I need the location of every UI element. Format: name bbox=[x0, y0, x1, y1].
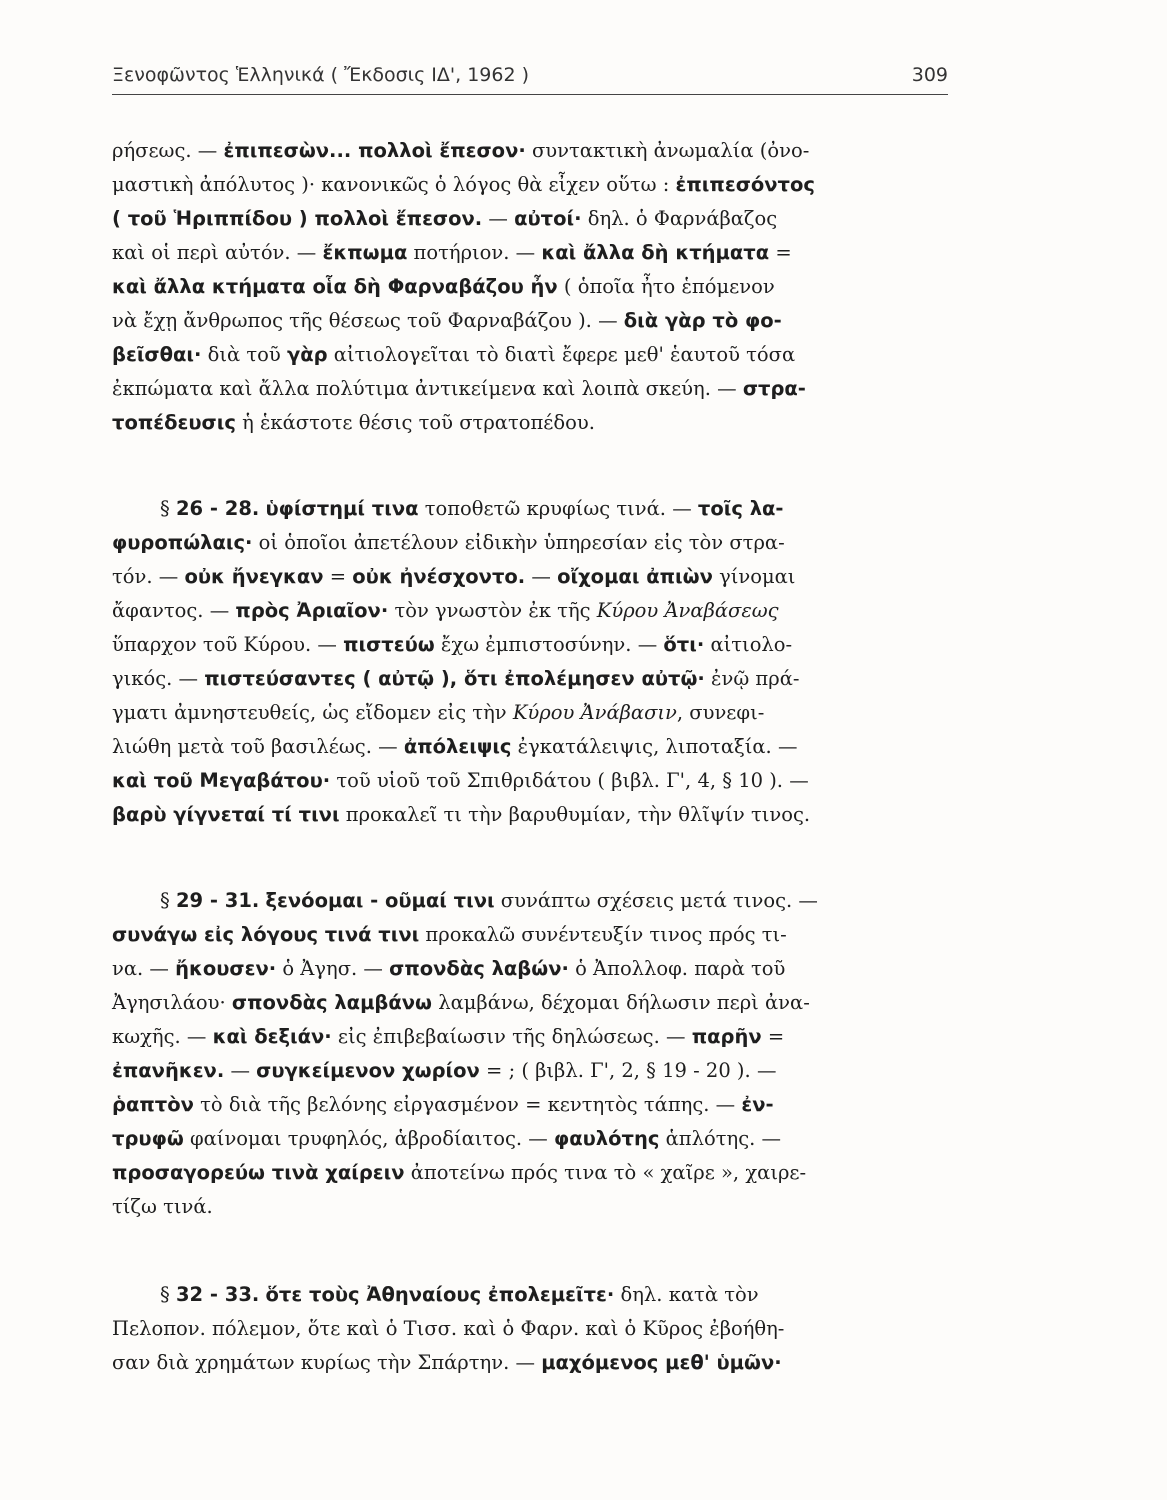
commentary-text: ἐγκατάλειψις, λιποταξία. — bbox=[511, 735, 798, 758]
paragraph-section-29-31 bbox=[112, 884, 948, 1224]
commentary-text: συντακτικὴ ἀνωμαλία (ὀνο- bbox=[525, 139, 810, 162]
commentary-text: σαν διὰ χρημάτων κυρίως τὴν Σπάρτην. — bbox=[112, 1351, 542, 1374]
commentary-text: ποτήριον. — bbox=[407, 241, 542, 264]
commentary-text: συνάπτω σχέσεις μετά τινος. — bbox=[494, 889, 818, 912]
commentary-text: , συνεφι- bbox=[676, 701, 765, 724]
commentary-text: ἔχω ἐμπιστοσύνην. — bbox=[434, 633, 664, 656]
running-title: Ξενοφῶντος Ἑλληνικά ( Ἔκδοσις ΙΔ', 1962 ) bbox=[112, 64, 530, 86]
lemma-term: αὐτοί· bbox=[514, 207, 582, 230]
lemma-term: ἔκπωμα bbox=[322, 241, 408, 264]
text-line bbox=[112, 1346, 948, 1380]
commentary-text: ἀποτείνω πρός τινα τὸ « χαῖρε », χαιρε- bbox=[404, 1161, 807, 1184]
lemma-term: 32 - 33. bbox=[175, 1283, 260, 1306]
commentary-text: = bbox=[769, 241, 792, 264]
text-line bbox=[112, 304, 948, 338]
commentary-text: § bbox=[160, 1283, 176, 1306]
lemma-term: καὶ ἄλλα δὴ κτήματα bbox=[541, 241, 770, 264]
lemma-term: προσαγορεύω τινὰ χαίρειν bbox=[112, 1161, 405, 1184]
lemma-term: βαρὺ γίγνεταί τί τινι bbox=[112, 803, 340, 826]
lemma-term: ξενόομαι - οῦμαί τινι bbox=[265, 889, 495, 912]
text-line bbox=[112, 696, 948, 730]
lemma-term: πιστεύσαντες ( αὐτῷ ), ὅτι ἐπολέμησεν αὐτῷ· bbox=[204, 667, 705, 690]
lemma-term: στρα- bbox=[742, 377, 806, 400]
lemma-term: πιστεύω bbox=[343, 633, 435, 656]
commentary-text: δηλ. ὁ Φαρνάβαζος bbox=[581, 207, 778, 230]
commentary-text: — bbox=[525, 565, 558, 588]
book-title: Κύρου Ἀναβάσεως bbox=[596, 599, 779, 622]
commentary-text: φαίνομαι τρυφηλός, ἁβροδίαιτος. — bbox=[183, 1127, 554, 1150]
text-line bbox=[112, 986, 948, 1020]
commentary-text: καὶ οἱ περὶ αὐτόν. — bbox=[112, 241, 323, 264]
text-line bbox=[112, 1312, 948, 1346]
commentary-text: γματι ἀμνηστευθείς, ὡς εἴδομεν εἰς τὴν bbox=[112, 701, 513, 724]
text-line bbox=[112, 594, 948, 628]
lemma-term: τοῖς λα- bbox=[697, 497, 784, 520]
lemma-term: ( τοῦ Ἡριππίδου ) πολλοὶ ἔπεσον. bbox=[112, 207, 483, 230]
text-line bbox=[112, 1278, 948, 1312]
lemma-term: οἴχομαι ἀπιὼν bbox=[557, 565, 713, 588]
lemma-term: συνάγω εἰς λόγους τινά τινι bbox=[112, 923, 420, 946]
running-header bbox=[112, 64, 948, 95]
commentary-text: γίνομαι bbox=[712, 565, 796, 588]
commentary-text: γικός. — bbox=[112, 667, 205, 690]
lemma-term: ῥαπτὸν bbox=[112, 1093, 194, 1116]
lemma-term: διὰ γὰρ τὸ φο- bbox=[623, 309, 782, 332]
text-line bbox=[112, 730, 948, 764]
commentary-text: = bbox=[761, 1025, 785, 1048]
text-line bbox=[112, 764, 948, 798]
text-line bbox=[112, 798, 948, 832]
commentary-text: ἁπλότης. — bbox=[659, 1127, 782, 1150]
commentary-text: ὕπαρχον τοῦ Κύρου. — bbox=[112, 633, 344, 656]
lemma-term: παρῆν bbox=[691, 1025, 762, 1048]
text-line bbox=[112, 372, 948, 406]
commentary-text: ἐνῷ πρά- bbox=[704, 667, 800, 690]
lemma-term: βεῖσθαι· bbox=[112, 343, 202, 366]
commentary-text: κωχῆς. — bbox=[112, 1025, 213, 1048]
text-line bbox=[112, 338, 948, 372]
commentary-text: τὸ διὰ τῆς βελόνης εἰργασμένον = κεντητὸς τάπης. — bbox=[193, 1093, 742, 1116]
commentary-text: τὸν γνωστὸν ἐκ τῆς bbox=[388, 599, 597, 622]
text-line bbox=[112, 270, 948, 304]
commentary-text: ὁ Ἀπολλοφ. παρὰ τοῦ bbox=[568, 957, 786, 980]
lemma-term: τοπέδευσις bbox=[112, 411, 236, 434]
commentary-text: νὰ ἔχῃ ἄνθρωπος τῆς θέσεως τοῦ Φαρναβάζου ). — bbox=[112, 309, 624, 332]
text-line bbox=[112, 918, 948, 952]
lemma-term: οὐκ ἠνέσχοντο. bbox=[352, 565, 526, 588]
commentary-text: Πελοπον. πόλεμον, ὅτε καὶ ὁ Τισσ. καὶ ὁ Φαρν. καὶ ὁ Κῦρος ἐβοήθη- bbox=[112, 1317, 785, 1340]
lemma-term: σπονδὰς λαμβάνω bbox=[231, 991, 433, 1014]
lemma-term: ἀπόλειψις bbox=[403, 735, 512, 758]
commentary-text: ( ὁποῖα ἦτο ἑπόμενον bbox=[557, 275, 775, 298]
text-line bbox=[112, 560, 948, 594]
commentary-text: λιώθη μετὰ τοῦ βασιλέως. — bbox=[112, 735, 404, 758]
lemma-term: καὶ δεξιάν· bbox=[212, 1025, 332, 1048]
commentary-text: § bbox=[160, 889, 176, 912]
lemma-term: καὶ τοῦ Μεγαβάτου· bbox=[112, 769, 331, 792]
commentary-text: οἱ ὁποῖοι ἀπετέλουν εἰδικὴν ὑπηρεσίαν εἰς τὸν στρα- bbox=[252, 531, 785, 554]
commentary-text: τίζω τινά. bbox=[112, 1195, 213, 1218]
commentary-text: — bbox=[224, 1059, 257, 1082]
text-line bbox=[112, 406, 948, 440]
text-line bbox=[112, 1122, 948, 1156]
text-line bbox=[112, 134, 948, 168]
commentary-text: λαμβάνω, δέχομαι δήλωσιν περὶ ἀνα- bbox=[432, 991, 810, 1014]
book-title: Κύρου Ἀνάβασιν bbox=[512, 701, 677, 724]
page-number: 309 bbox=[911, 64, 948, 86]
lemma-term: ἤκουσεν· bbox=[175, 957, 277, 980]
text-line bbox=[112, 1020, 948, 1054]
lemma-term: οὐκ ἤνεγκαν bbox=[184, 565, 324, 588]
text-line bbox=[112, 662, 948, 696]
text-line bbox=[112, 1156, 948, 1190]
lemma-term: ὅτε τοὺς Ἀθηναίους ἐπολεμεῖτε· bbox=[265, 1283, 615, 1306]
commentary-text: να. — bbox=[112, 957, 176, 980]
commentary-text: ἄφαντος. — bbox=[112, 599, 236, 622]
commentary-text: § bbox=[160, 497, 176, 520]
lemma-term: φαυλότης bbox=[553, 1127, 660, 1150]
lemma-term: γὰρ bbox=[286, 343, 328, 366]
text-line bbox=[112, 628, 948, 662]
commentary-text: τόν. — bbox=[112, 565, 185, 588]
lemma-term: συγκείμενον χωρίον bbox=[256, 1059, 480, 1082]
commentary-text: ἡ ἑκάστοτε θέσις τοῦ στρατοπέδου. bbox=[235, 411, 595, 434]
paragraph-1 bbox=[112, 134, 948, 440]
commentary-text: ρήσεως. — bbox=[112, 139, 224, 162]
text-line bbox=[112, 168, 948, 202]
commentary-text: τοποθετῶ κρυφίως τινά. — bbox=[418, 497, 698, 520]
commentary-text: = ; ( βιβλ. Γ', 2, § 19 - 20 ). — bbox=[479, 1059, 777, 1082]
lemma-term: τρυφῶ bbox=[112, 1127, 184, 1150]
lemma-term: ἐν- bbox=[741, 1093, 774, 1116]
lemma-term: 26 - 28. bbox=[175, 497, 260, 520]
lemma-term: ἐπιπεσόντος bbox=[675, 173, 815, 196]
commentary-text: προκαλῶ συνέντευξίν τινος πρός τι- bbox=[419, 923, 787, 946]
lemma-term: ἐπιπεσὼν... πολλοὶ ἔπεσον· bbox=[223, 139, 526, 162]
lemma-term: 29 - 31. bbox=[175, 889, 260, 912]
lemma-term: ὅτι· bbox=[663, 633, 705, 656]
commentary-text: = bbox=[323, 565, 353, 588]
text-line bbox=[112, 236, 948, 270]
text-line bbox=[112, 952, 948, 986]
text-line bbox=[112, 202, 948, 236]
commentary-text: τοῦ υἱοῦ τοῦ Σπιθριδάτου ( βιβλ. Γ', 4, § 10 ). — bbox=[330, 769, 809, 792]
commentary-text: — bbox=[482, 207, 515, 230]
text-line bbox=[112, 1088, 948, 1122]
commentary-text: δηλ. κατὰ τὸν bbox=[614, 1283, 759, 1306]
text-line bbox=[112, 1190, 948, 1224]
text-line bbox=[112, 1054, 948, 1088]
lemma-term: ἐπανῆκεν. bbox=[112, 1059, 225, 1082]
commentary-text: ὁ Ἀγησ. — bbox=[276, 957, 390, 980]
text-line bbox=[112, 526, 948, 560]
commentary-text: Ἀγησιλάου· bbox=[112, 991, 232, 1014]
lemma-term: ὑφίστημί τινα bbox=[265, 497, 419, 520]
text-line bbox=[112, 884, 948, 918]
lemma-term: πρὸς Ἀριαῖον· bbox=[235, 599, 389, 622]
commentary-text: μαστικὴ ἀπόλυτος )· κανονικῶς ὁ λόγος θὰ εἶχεν οὕτω : bbox=[112, 173, 676, 196]
commentary-text: διὰ τοῦ bbox=[201, 343, 287, 366]
commentary-text: εἰς ἐπιβεβαίωσιν τῆς δηλώσεως. — bbox=[331, 1025, 692, 1048]
commentary-text: ἐκπώματα καὶ ἄλλα πολύτιμα ἀντικείμενα καὶ λοιπὰ σκεύη. — bbox=[112, 377, 743, 400]
text-line bbox=[112, 492, 948, 526]
lemma-term: μαχόμενος μεθ' ὑμῶν· bbox=[541, 1351, 782, 1374]
commentary-text: αἰτιολο- bbox=[704, 633, 793, 656]
lemma-term: καὶ ἄλλα κτήματα οἷα δὴ Φαρναβάζου ἦν bbox=[112, 275, 558, 298]
commentary-text: προκαλεῖ τι τὴν βαρυθυμίαν, τὴν θλῖψίν τινος. bbox=[339, 803, 811, 826]
paragraph-section-32-33 bbox=[112, 1278, 948, 1380]
lemma-term: φυροπώλαις· bbox=[112, 531, 253, 554]
commentary-text: αἰτιολογεῖται τὸ διατὶ ἔφερε μεθ' ἑαυτοῦ τόσα bbox=[327, 343, 796, 366]
paragraph-section-26-28 bbox=[112, 492, 948, 832]
lemma-term: σπονδὰς λαβών· bbox=[389, 957, 569, 980]
